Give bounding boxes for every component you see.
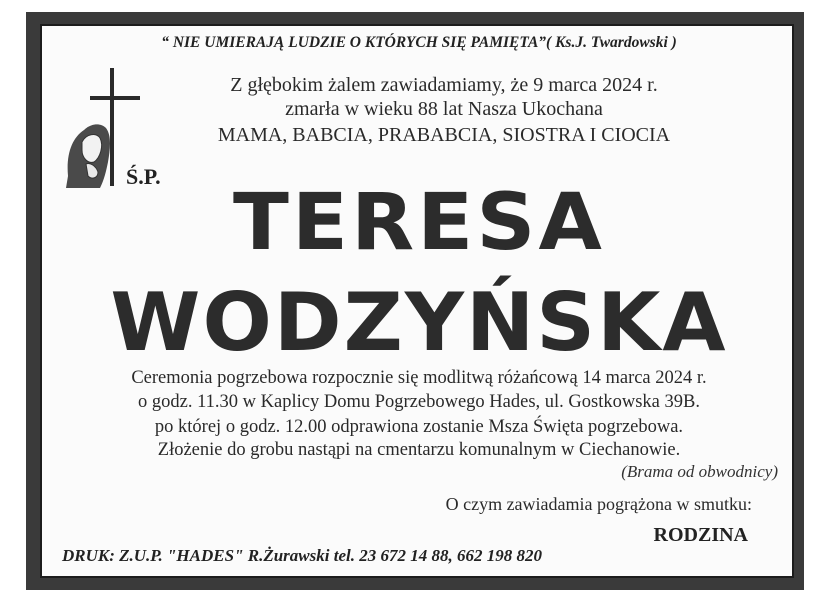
intro-line-3: MAMA, BABCIA, PRABABCIA, SIOSTRA I CIOCIA [217,124,671,146]
last-name: WODZYŃSKA [110,276,728,369]
ceremony-line-3: po której o godz. 12.00 odprawiona zostanie Msza Święta pogrzebowa. [154,417,684,437]
ceremony-line-4: Złożenie do grobu nastąpi na cmentarzu komunalnym w Ciechanowie. [157,440,681,460]
intro-line-2: zmarła w wieku 88 lat Nasza Ukochana [285,98,603,120]
notice-line: O czym zawiadamia pogrążona w smutku: [445,494,752,514]
family-signature: RODZINA [653,524,748,546]
ceremony-line-1: Ceremonia pogrzebowa rozpocznie się modlitwą różańcową 14 marca 2024 r. [131,368,707,388]
intro-line-1: Z głębokim żalem zawiadamiamy, że 9 marca 2024 r. [230,74,658,96]
sp-label: Ś.P. [126,164,161,189]
ceremony-line-2: o godz. 11.30 w Kaplicy Domu Pogrzebowego Hades, ul. Gostkowska 39B. [138,392,700,412]
gate-note: (Brama od obwodnicy) [621,462,778,481]
motto-quote: “ NIE UMIERAJĄ LUDZIE O KTÓRYCH SIĘ PAMIĘTA”( Ks.J. Twardowski ) [161,34,677,51]
printer-credit: DRUK: Z.U.P. "HADES" R.Żurawski tel. 23 672 14 88, 662 198 820 [62,546,542,565]
obituary-card [40,24,794,578]
first-name: TERESA [232,178,606,268]
